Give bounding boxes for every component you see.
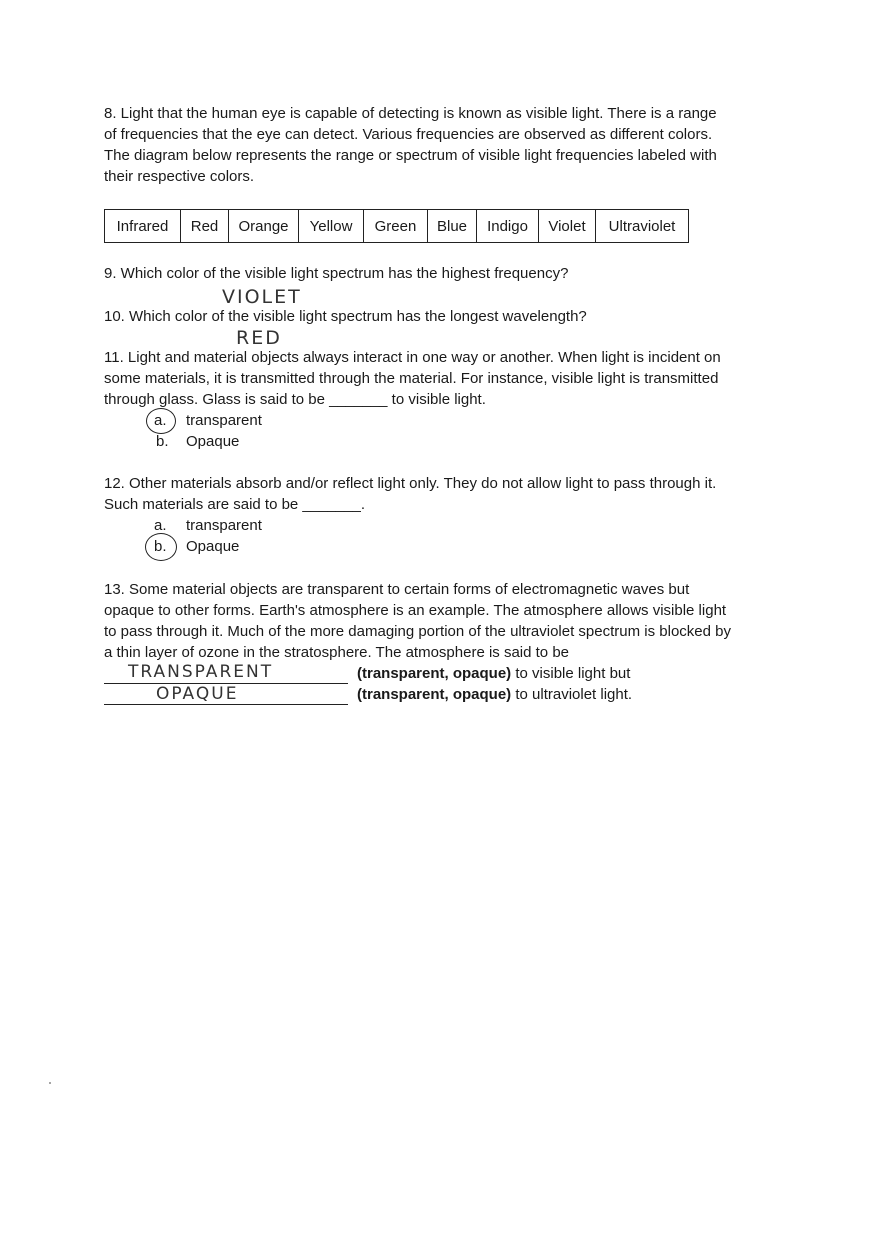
q11-option-a-marker: a. [154, 412, 167, 429]
spectrum-cell-blue: Blue [428, 210, 477, 242]
spectrum-cell-ultraviolet: Ultraviolet [608, 217, 676, 235]
spectrum-cell-green: Green [364, 210, 428, 242]
q13-line-4: a thin layer of ozone in the stratosphere. The atmosphere is said to be [104, 644, 569, 661]
q13-answer-2-blank [104, 704, 348, 705]
q11-line-2: some materials, it is transmitted through the material. For instance, visible light is transmitted [104, 370, 719, 387]
q10-question: 10. Which color of the visible light spectrum has the longest wavelength? [104, 308, 587, 325]
q12-option-b-marker: b. [154, 538, 167, 555]
spectrum-cell-red: Red [181, 210, 229, 242]
q11-option-a: transparent [186, 412, 262, 429]
q13-sentence-1 [357, 664, 630, 684]
q13-tail-1: to visible light but [511, 665, 631, 682]
q12-option-b: Opaque [186, 538, 240, 555]
scan-speck [49, 1082, 51, 1084]
q13-line-2: opaque to other forms. Earth's atmosphere is an example. The atmosphere allows visible light [104, 602, 727, 619]
q11-line-1: 11. Light and material objects always interact in one way or another. When light is incident on [104, 349, 721, 366]
q12-line-1: 12. Other materials absorb and/or reflect light only. They do not allow light to pass through it. [104, 475, 717, 492]
q13-sentence-2 [357, 685, 632, 705]
q8-line-1: 8. Light that the human eye is capable of detecting is known as visible light. There is a range [104, 105, 717, 122]
q9-question: 9. Which color of the visible light spectrum has the highest frequency? [104, 265, 569, 282]
q11-option-b: Opaque [186, 433, 240, 450]
q11-line-3: through glass. Glass is said to be _______ to visible light. [104, 391, 486, 408]
q8-line-4: their respective colors. [104, 168, 255, 185]
spectrum-cell-infrared: Infrared [105, 210, 181, 242]
q11-option-b-marker: b. [156, 433, 169, 450]
q9-handwritten-answer: VIOLET [222, 286, 302, 308]
q13-handwritten-answer-2: OPAQUE [156, 684, 239, 704]
q8-line-2: of frequencies that the eye can detect. Various frequencies are observed as different colors. [104, 126, 713, 143]
q8-line-3: The diagram below represents the range or spectrum of visible light frequencies labeled with [104, 147, 717, 164]
q13-choice-2: (transparent, opaque) [357, 686, 512, 703]
q12-line-2: Such materials are said to be _______. [104, 496, 365, 513]
q13-choice-1: (transparent, opaque) [357, 665, 512, 682]
q12-option-a-marker: a. [154, 517, 167, 534]
spectrum-cell-violet: Violet [539, 210, 596, 242]
q10-handwritten-answer: RED [236, 327, 282, 349]
q13-tail-2: to ultraviolet light. [511, 686, 633, 703]
visible-light-spectrum-table [104, 209, 689, 243]
spectrum-cell-indigo: Indigo [477, 210, 539, 242]
spectrum-cell-yellow: Yellow [299, 210, 364, 242]
q12-option-a: transparent [186, 517, 262, 534]
q13-line-3: to pass through it. Much of the more damaging portion of the ultraviolet spectrum is blocked by [104, 623, 731, 640]
q13-line-1: 13. Some material objects are transparent to certain forms of electromagnetic waves but [104, 581, 690, 598]
q13-handwritten-answer-1: TRANSPARENT [128, 662, 274, 682]
spectrum-cell-orange: Orange [229, 210, 299, 242]
